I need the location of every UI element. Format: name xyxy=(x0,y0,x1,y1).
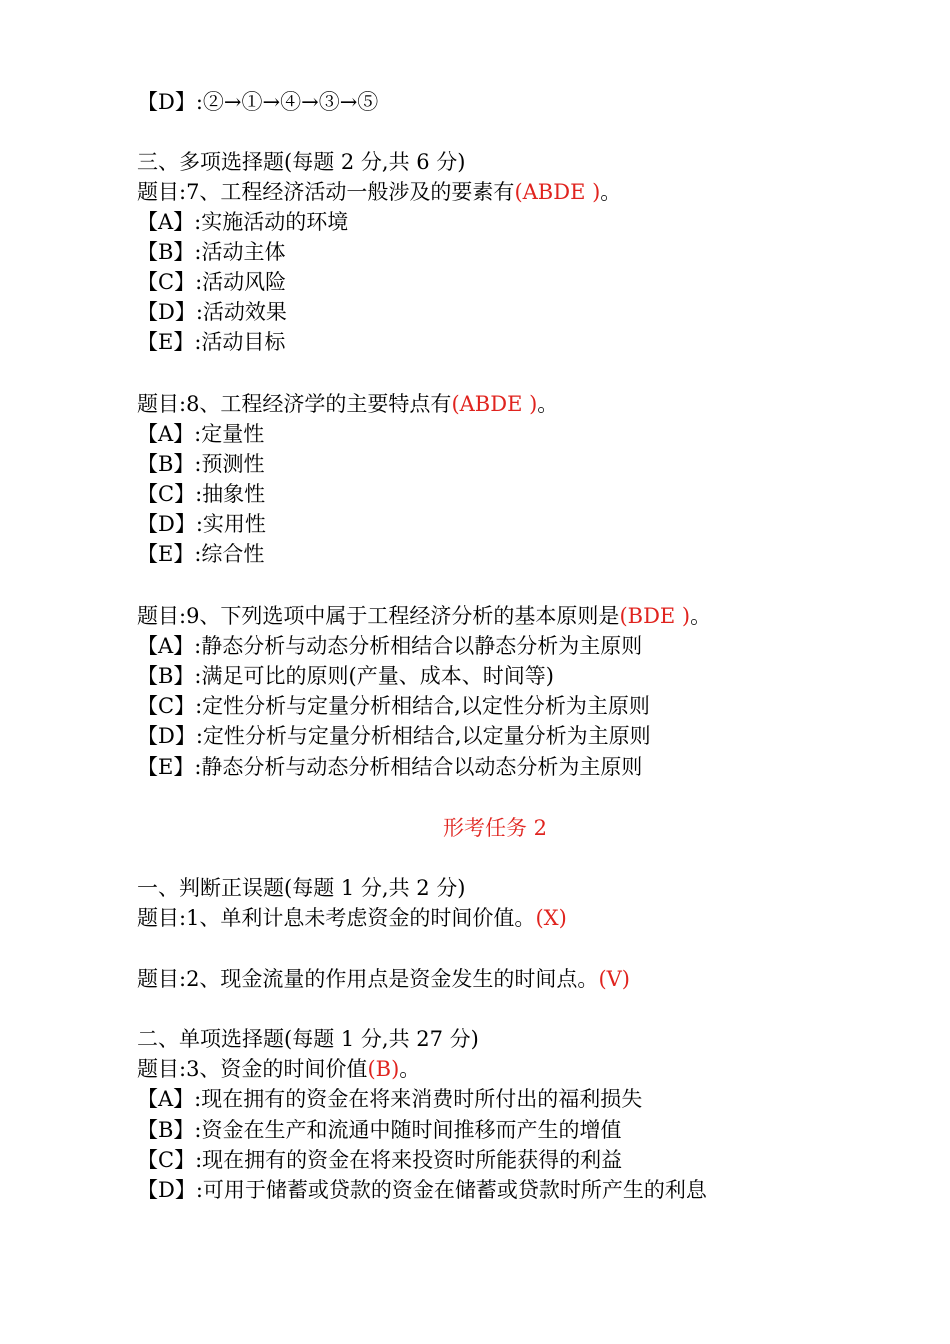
section-heading-true-false: 一、判断正误题(每题 1 分,共 2 分) xyxy=(137,876,466,900)
option-item: 【D】:定性分析与定量分析相结合,以定量分析为主原则 xyxy=(137,724,651,748)
option-d-sequence xyxy=(137,87,378,117)
option-item: 【E】:综合性 xyxy=(137,542,265,566)
option-item: 【A】:定量性 xyxy=(137,422,265,446)
answer-text: (ABDE ) xyxy=(514,180,601,204)
option-item: 【B】:资金在生产和流通中随时间推移而产生的增值 xyxy=(137,1118,622,1142)
option-item: 【D】:活动效果 xyxy=(137,300,287,324)
section-heading-multiple-choice: 三、多项选择题(每题 2 分,共 6 分) xyxy=(137,150,466,174)
question-tail: 。 xyxy=(537,392,559,416)
question-text: 题目:2、现金流量的作用点是资金发生的时间点。 xyxy=(137,967,599,991)
question-stem-1 xyxy=(137,903,567,933)
question-stem-9 xyxy=(137,601,711,631)
answer-text: (B) xyxy=(367,1057,400,1081)
option-item: 【C】:活动风险 xyxy=(137,270,287,294)
option-key: 【D】: xyxy=(137,90,203,114)
question-stem-7 xyxy=(137,177,621,207)
option-item: 【B】:预测性 xyxy=(137,452,265,476)
answer-text: (BDE ) xyxy=(619,604,691,628)
question-stem-8 xyxy=(137,389,558,419)
answer-text: (V) xyxy=(598,967,630,991)
question-tail: 。 xyxy=(600,180,622,204)
question-text: 题目:9、下列选项中属于工程经济分析的基本原则是 xyxy=(137,604,620,628)
question-stem-3 xyxy=(137,1054,420,1084)
option-item: 【B】:活动主体 xyxy=(137,240,286,264)
task-title: 形考任务 2 xyxy=(442,816,548,840)
option-item: 【E】:静态分析与动态分析相结合以动态分析为主原则 xyxy=(137,755,643,779)
option-item: 【A】:实施活动的环境 xyxy=(137,210,349,234)
answer-text: (X) xyxy=(535,906,567,930)
option-item: 【B】:满足可比的原则(产量、成本、时间等) xyxy=(137,664,554,688)
option-text: ②→①→④→③→⑤ xyxy=(202,90,379,114)
option-item: 【E】:活动目标 xyxy=(137,330,286,354)
section-heading-single-choice: 二、单项选择题(每题 1 分,共 27 分) xyxy=(137,1027,479,1051)
option-item: 【C】:抽象性 xyxy=(137,482,266,506)
option-item: 【A】:静态分析与动态分析相结合以静态分析为主原则 xyxy=(137,634,643,658)
option-item: 【C】:现在拥有的资金在将来投资时所能获得的利益 xyxy=(137,1148,623,1172)
question-text: 题目:1、单利计息未考虑资金的时间价值。 xyxy=(137,906,536,930)
question-tail: 。 xyxy=(690,604,712,628)
question-text: 题目:7、工程经济活动一般涉及的要素有 xyxy=(137,180,515,204)
question-tail: 。 xyxy=(399,1057,421,1081)
option-item: 【A】:现在拥有的资金在将来消费时所付出的福利损失 xyxy=(137,1087,643,1111)
question-text: 题目:3、资金的时间价值 xyxy=(137,1057,368,1081)
question-text: 题目:8、工程经济学的主要特点有 xyxy=(137,392,452,416)
option-item: 【D】:实用性 xyxy=(137,512,266,536)
option-item: 【D】:可用于储蓄或贷款的资金在储蓄或贷款时所产生的利息 xyxy=(137,1178,707,1202)
answer-text: (ABDE ) xyxy=(451,392,538,416)
question-stem-2 xyxy=(137,964,630,994)
option-item: 【C】:定性分析与定量分析相结合,以定性分析为主原则 xyxy=(137,694,650,718)
